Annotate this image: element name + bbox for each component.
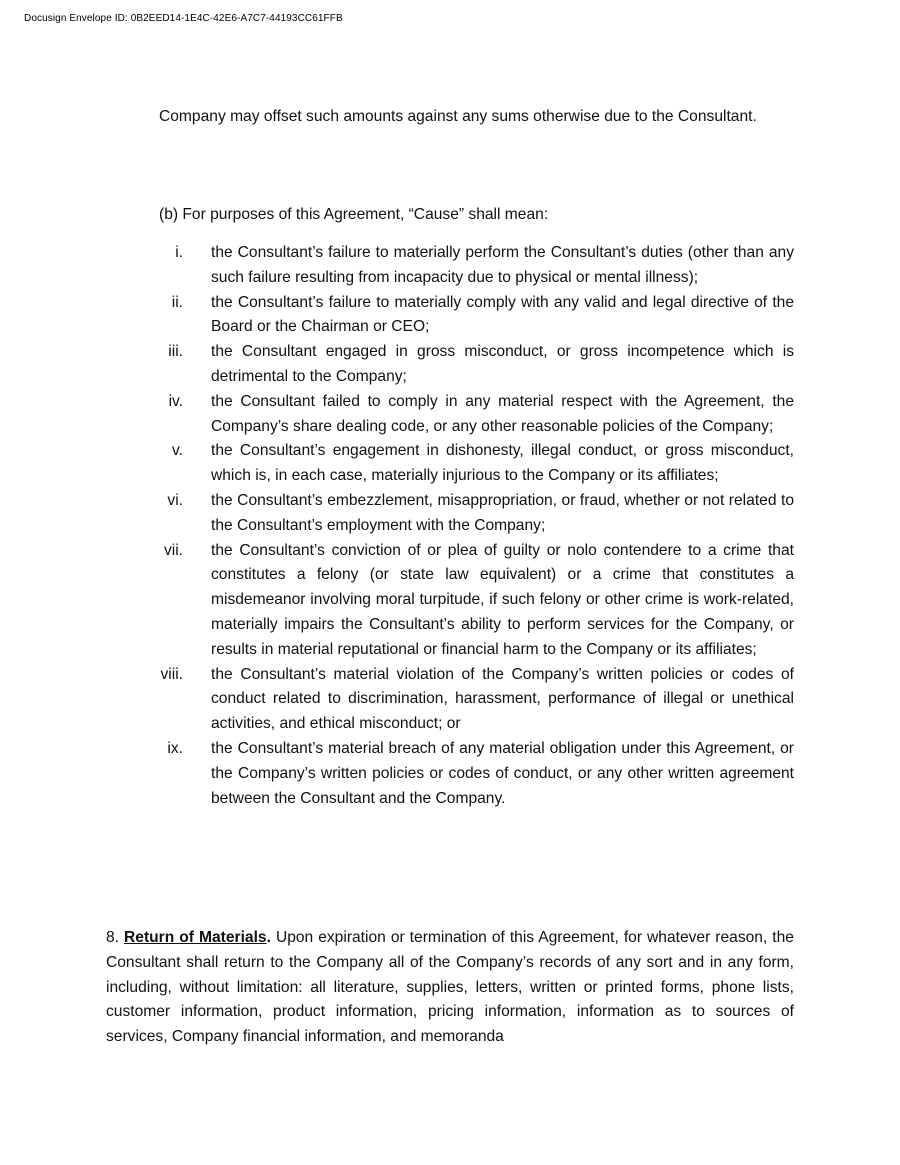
cause-numeral: v. — [172, 442, 183, 460]
cause-numeral: vi. — [167, 491, 183, 509]
cause-numeral: iii. — [168, 343, 183, 361]
cause-list — [150, 241, 794, 811]
cause-item-text: the Consultant’s embezzlement, misappropriation, or fraud, whether or not related to the Consultant’s employment with the Company; — [211, 491, 794, 534]
cause-item-text: the Consultant’s material breach of any material obligation under this Agreement, or the Company’s written policies or codes of conduct, or any other written agreement between the Consultant and the Company. — [211, 739, 794, 807]
cause-item-v — [150, 439, 794, 489]
cause-item-text: the Consultant engaged in gross misconduct, or gross incompetence which is detrimental to the Company; — [211, 343, 794, 385]
cause-numeral: iv. — [168, 392, 183, 410]
cause-item-ix — [150, 737, 794, 811]
cause-item-text: the Consultant’s failure to materially perform the Consultant’s duties (other than any such failure resulting from incapacity due to physical or mental illness); — [211, 244, 794, 286]
cause-intro: (b) For purposes of this Agreement, “Cause” shall mean: — [159, 206, 549, 223]
cause-item-text: the Consultant’s material violation of the Company’s written policies or codes of conduct related to discrimination, harassment, performance of illegal or unethical activities, and ethical misconduct; or — [211, 665, 794, 733]
cause-numeral: viii. — [160, 665, 183, 683]
cause-item-text: the Consultant’s failure to materially comply with any valid and legal directive of the Board or the Chairman or CEO; — [211, 293, 794, 336]
cause-item-ii — [150, 291, 794, 341]
cause-item-text: the Consultant’s conviction of or plea of guilty or nolo contendere to a crime that constitutes a felony (or state law equivalent) or a crime that constitutes a misdemeanor involving moral turpitude, if such felony or other crime is work-related, materially impairs the Consultant’s ability to perform services for the Company, or results in material reputational or financial harm to the Company or its affiliates; — [211, 541, 794, 658]
cause-item-vi — [150, 489, 794, 539]
section-8-body: Upon expiration or termination of this Agreement, for whatever reason, the Consultant shall return to the Company all of the Company’s records of any sort and in any form, including, without limitation: all literature, supplies, letters, written or printed forms, phone lists, customer information, product information, pricing information, information as to sources of services, Company financial information, and memoranda — [106, 929, 794, 1046]
cause-numeral: i. — [175, 244, 183, 261]
cause-item-text: the Consultant failed to comply in any material respect with the Agreement, the Company’s share dealing code, or any other reasonable policies of the Company; — [211, 392, 794, 435]
section-8-heading-period: . — [266, 929, 271, 946]
cause-numeral: ix. — [167, 739, 183, 757]
cause-item-text: the Consultant’s engagement in dishonesty, illegal conduct, or gross misconduct, which is, in each case, materially injurious to the Company or its affiliates; — [211, 442, 794, 485]
cause-item-iii — [150, 340, 794, 390]
cause-item-iv — [150, 390, 794, 440]
cause-item-viii — [150, 663, 794, 737]
section-8-number: 8. — [106, 929, 120, 946]
docusign-envelope-id: Docusign Envelope ID: 0B2EED14-1E4C-42E6-A7C7-44193CC61FFB — [24, 13, 343, 24]
cause-numeral: ii. — [171, 293, 183, 311]
section-8-heading: Return of Materials — [124, 929, 267, 946]
section-8-paragraph — [106, 926, 794, 1050]
continuation-paragraph: Company may offset such amounts against any sums otherwise due to the Consultant. — [159, 108, 757, 125]
cause-item-vii — [150, 539, 794, 663]
cause-numeral: vii. — [163, 541, 183, 559]
cause-item-i — [150, 241, 794, 291]
